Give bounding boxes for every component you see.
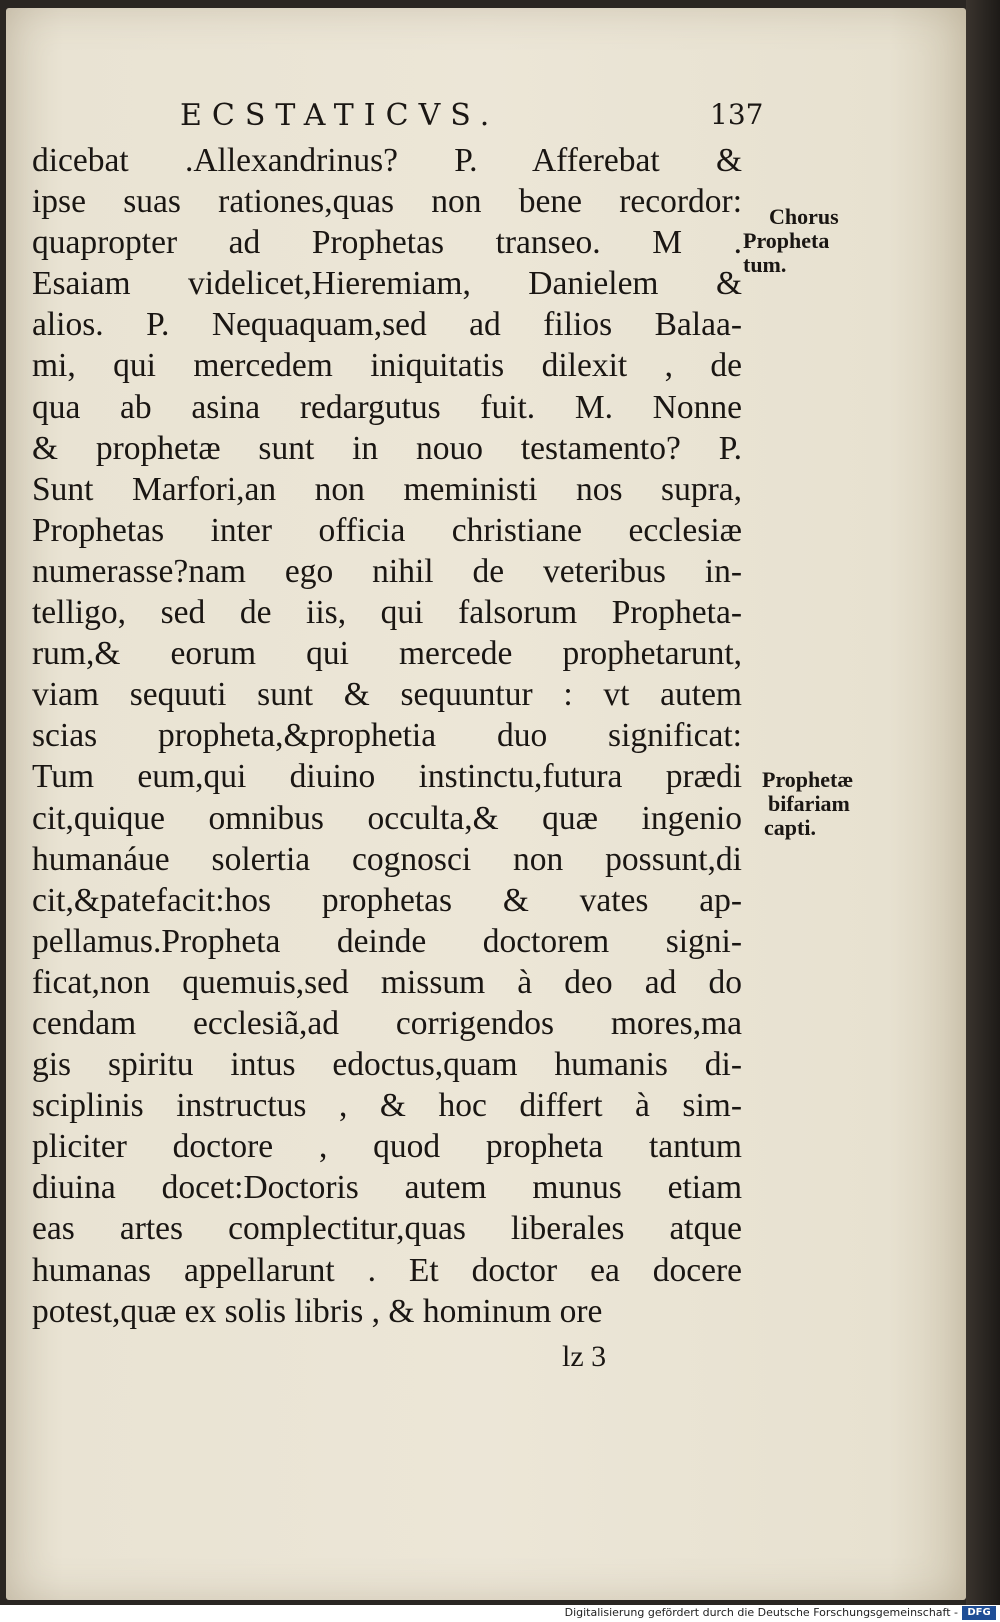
text-line: humanas appellarunt . Et doctor ea docere (32, 1251, 742, 1289)
catchword-signature: lz 3 (562, 1340, 607, 1373)
text-line: qua ab asina redargutus fuit. M. Nonne (32, 388, 742, 426)
marginal-note-line: capti. (764, 815, 816, 840)
text-line: eas artes complectitur,quas liberales atque (32, 1210, 742, 1248)
text-line: telligo, sed de iis, qui falsorum Propheta- (32, 594, 742, 632)
marginal-note-line: Prophetæ (762, 767, 854, 792)
text-line: mi, qui mercedem iniquitatis dilexit , de (32, 347, 742, 385)
marginal-note-prophetae (762, 768, 853, 840)
text-line: quapropter ad Prophetas transeo. M . (32, 224, 742, 262)
text-line: pliciter doctore , quod propheta tantum (32, 1128, 742, 1166)
text-line: ipse suas rationes,quas non bene recordor: (32, 183, 742, 221)
marginal-note-line: Chorus (769, 204, 839, 229)
text-line: dicebat .Allexandrinus? P. Afferebat & (32, 142, 742, 179)
text-line: cit,&patefacit:hos prophetas & vates ap- (32, 881, 742, 919)
book-edge (966, 0, 1000, 1605)
text-line: Tum eum,qui diuino instinctu,futura prædi (32, 758, 742, 796)
dfg-logo: DFG (962, 1606, 996, 1620)
text-line: Sunt Marfori,an non meministi nos supra, (32, 470, 742, 508)
text-line: viam sequuti sunt & sequuntur : vt autem (32, 676, 742, 714)
page-number: 137 (710, 98, 764, 131)
text-line: & prophetæ sunt in nouo testamento? P. (32, 429, 742, 467)
text-line: Esaiam videlicet,Hieremiam, Danielem & (32, 265, 742, 303)
text-line: potest,quæ ex solis libris , & hominum ore (32, 1292, 603, 1330)
text-line: ficat,non quemuis,sed missum à deo ad do (32, 963, 742, 1001)
footer-credit: Digitalisierung gefördert durch die Deutsche Forschungsgemeinschaft - (564, 1606, 958, 1619)
marginal-note-line: bifariam (768, 791, 850, 816)
body-text (32, 140, 742, 1332)
footer-bar (0, 1605, 1000, 1622)
text-line: Prophetas inter officia christiane ecclesiæ (32, 511, 742, 549)
text-line: cendam ecclesiã,ad corrigendos mores,ma (32, 1004, 742, 1042)
marginal-note-line: tum. (743, 252, 787, 277)
text-line: rum,& eorum qui mercede prophetarunt, (32, 635, 742, 673)
text-line: alios. P. Nequaquam,sed ad filios Balaa- (32, 306, 742, 344)
marginal-note-chorus (743, 204, 839, 277)
text-line: numerasse?nam ego nihil de veteribus in- (32, 552, 742, 590)
text-line: pellamus.Propheta deinde doctorem signi- (32, 922, 742, 960)
text-line: cit,quique omnibus occulta,& quæ ingenio (32, 799, 742, 837)
text-line: humanáue solertia cognosci non possunt,di (32, 840, 742, 878)
text-line: diuina docet:Doctoris autem munus etiam (32, 1169, 742, 1207)
text-line: sciplinis instructus , & hoc differt à sim- (32, 1087, 742, 1125)
text-line: scias propheta,&prophetia duo significat: (32, 717, 742, 755)
running-head: ECSTATICVS. (180, 98, 500, 133)
text-line: gis spiritu intus edoctus,quam humanis di- (32, 1046, 742, 1084)
marginal-note-line: Propheta (743, 228, 830, 253)
